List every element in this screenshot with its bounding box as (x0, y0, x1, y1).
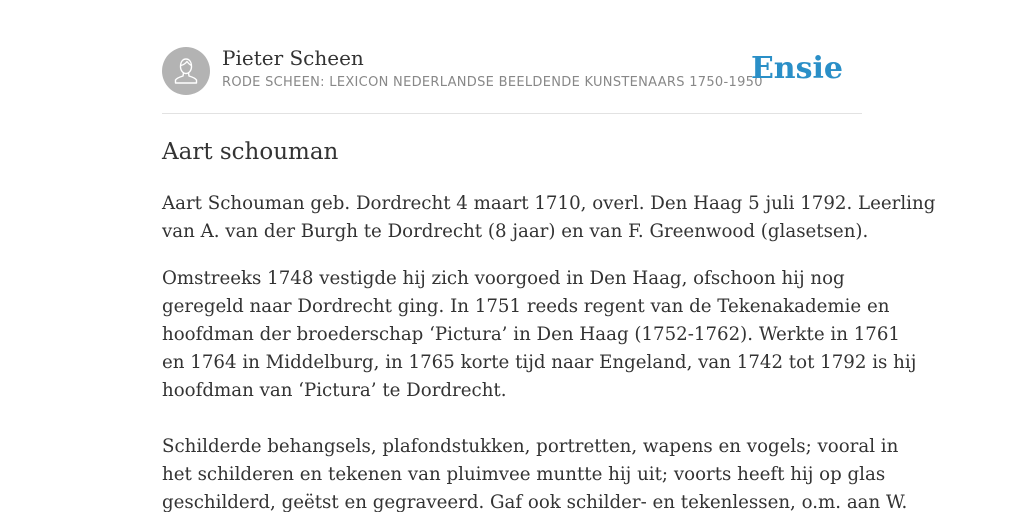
text-line: hoofdman van ‘Pictura’ te Dordrecht. (162, 380, 507, 401)
author-name[interactable]: Pieter Scheen (222, 46, 364, 70)
paragraph-2 (162, 265, 917, 405)
text-line: en 1764 in Middelburg, in 1765 korte tijd naar Engeland, van 1742 tot 1792 is hij (162, 352, 917, 373)
text-line: van A. van der Burgh te Dordrecht (8 jaar) en van F. Greenwood (glasetsen). (162, 221, 869, 242)
paragraph-1 (162, 190, 936, 246)
text-line: hoofdman der broederschap ‘Pictura’ in Den Haag (1752-1762). Werkte in 1761 (162, 324, 900, 345)
text-line: Omstreeks 1748 vestigde hij zich voorgoed in Den Haag, ofschoon hij nog (162, 268, 845, 289)
author-header (162, 46, 862, 114)
article-title: Aart schouman (162, 139, 339, 165)
source-title[interactable]: RODE SCHEEN: LEXICON NEDERLANDSE BEELDENDE KUNSTENAARS 1750-1950 (222, 75, 763, 90)
text-line: het schilderen en tekenen van pluimvee muntte hij uit; voorts heeft hij op glas (162, 464, 886, 485)
text-line: Schilderde behangsels, plafondstukken, portretten, wapens en vogels; vooral in (162, 436, 899, 457)
article-body (162, 190, 936, 512)
author-avatar[interactable] (162, 47, 210, 95)
paragraph-3 (162, 433, 908, 512)
text-line: geregeld naar Dordrecht ging. In 1751 reeds regent van de Tekenakademie en (162, 296, 890, 317)
user-silhouette-icon (162, 47, 210, 95)
text-line: Aart Schouman geb. Dordrecht 4 maart 1710, overl. Den Haag 5 juli 1792. Leerling (162, 193, 936, 214)
text-line: geschilderd, geëtst en gegraveerd. Gaf ook schilder- en tekenlessen, o.m. aan W. (162, 492, 908, 512)
ensie-logo[interactable]: Ensie (750, 51, 843, 86)
